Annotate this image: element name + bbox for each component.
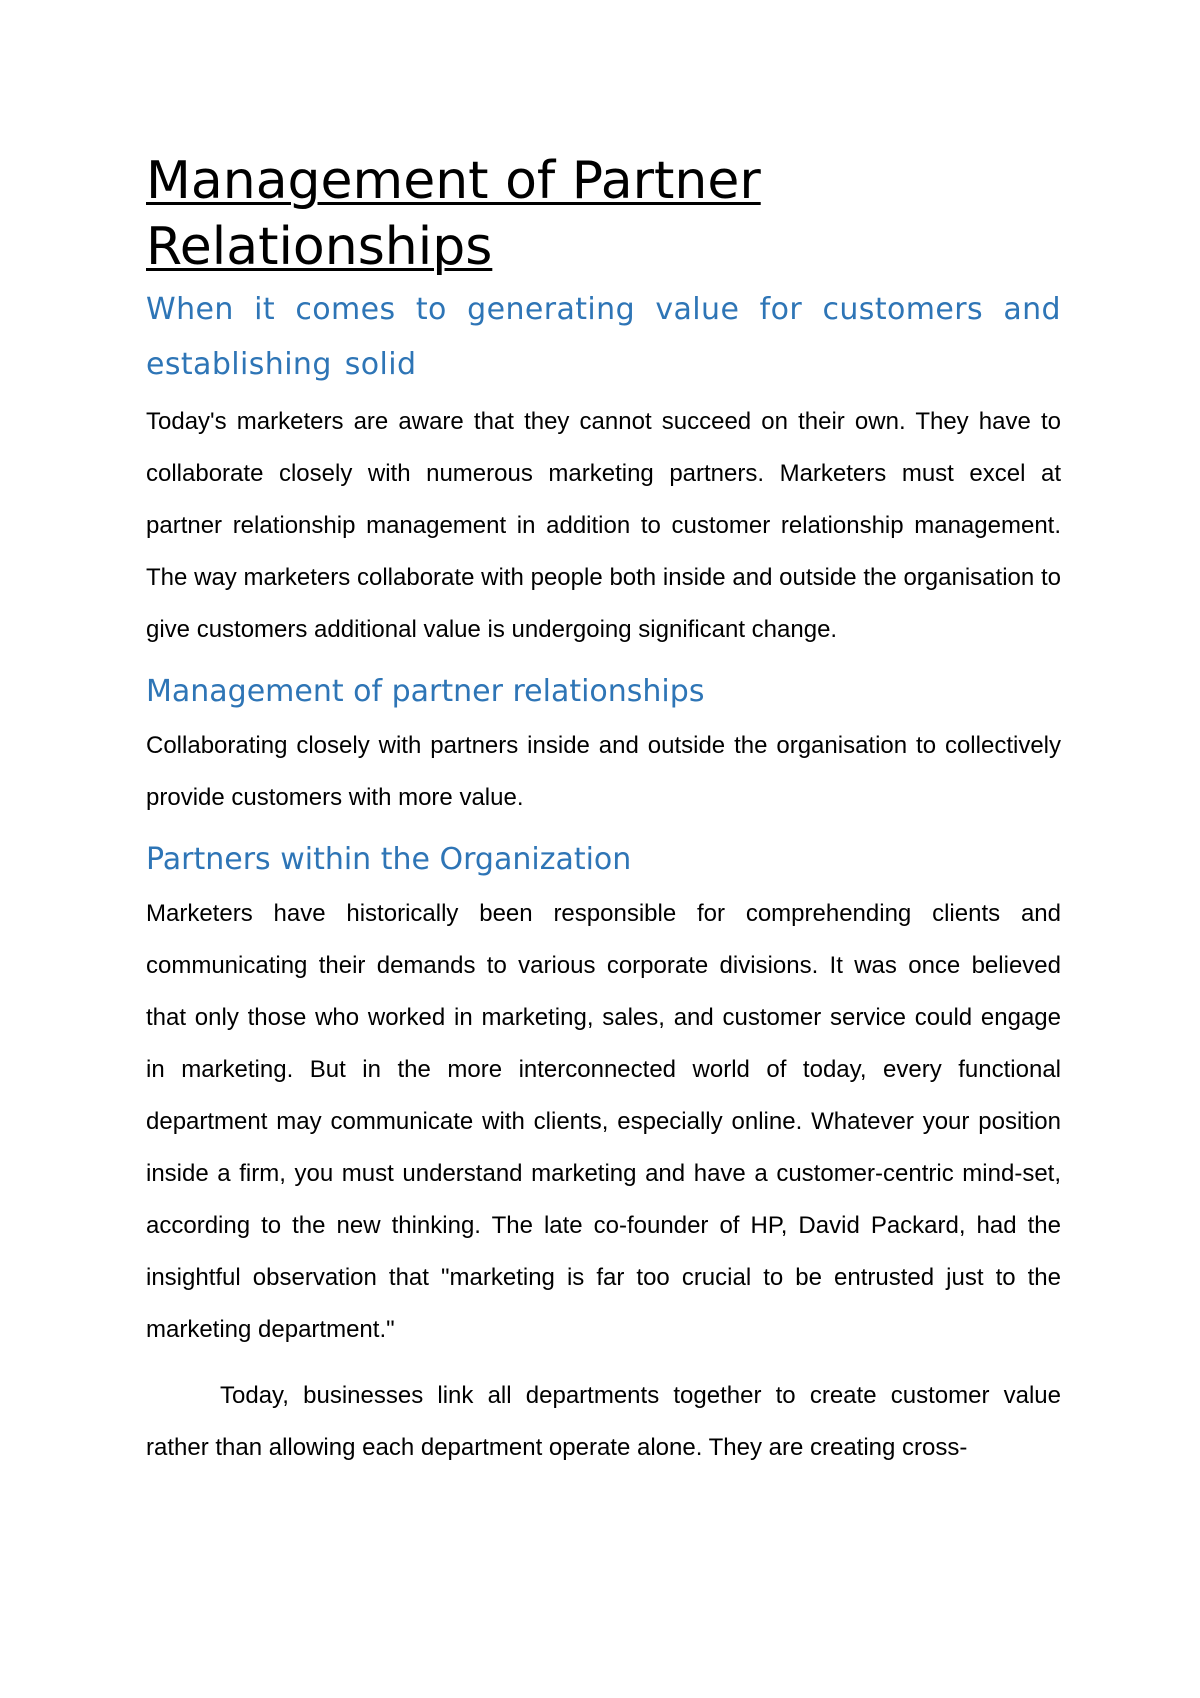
paragraph-intro: Today's marketers are aware that they cannot succeed on their own. They have to collaborate closely with numerous marketing partners. Marketers must excel at partner relationship management in addition to customer relationship management. The way marketers collaborate with people both inside and outside the organisation to give customers additional value is undergoing significant change. [146,408,1061,643]
document-body [146,148,1061,1474]
paragraph-definition: Collaborating closely with partners inside and outside the organisation to collectively provide customers with more value. [146,732,1061,811]
heading-partner-relationship-management: Management of partner relationships [146,674,705,709]
paragraph-partners-within: Marketers have historically been responsible for comprehending clients and communicating their demands to various corporate divisions. It was once believed that only those who worked in marketing, sales, and customer service could engage in marketing. But in the more interconnected world of today, every functional department may communicate with clients, especially online. Whatever your position inside a firm, you must understand marketing and have a customer-centric mind-set, according to the new thinking. The late co-founder of HP, David Packard, had the insightful observation that "marketing is far too crucial to be entrusted just to the marketing department." [146,900,1061,1343]
document-title: Management of Partner Relationships [146,151,761,277]
heading-partners-within-organization: Partners within the Organization [146,842,632,877]
document-subtitle: When it comes to generating value for customers and establishing solid [146,292,1061,382]
paragraph-departments: Today, businesses link all departments together to create customer value rather than allowing each department operate alone. They are creating cross- [146,1382,1061,1461]
